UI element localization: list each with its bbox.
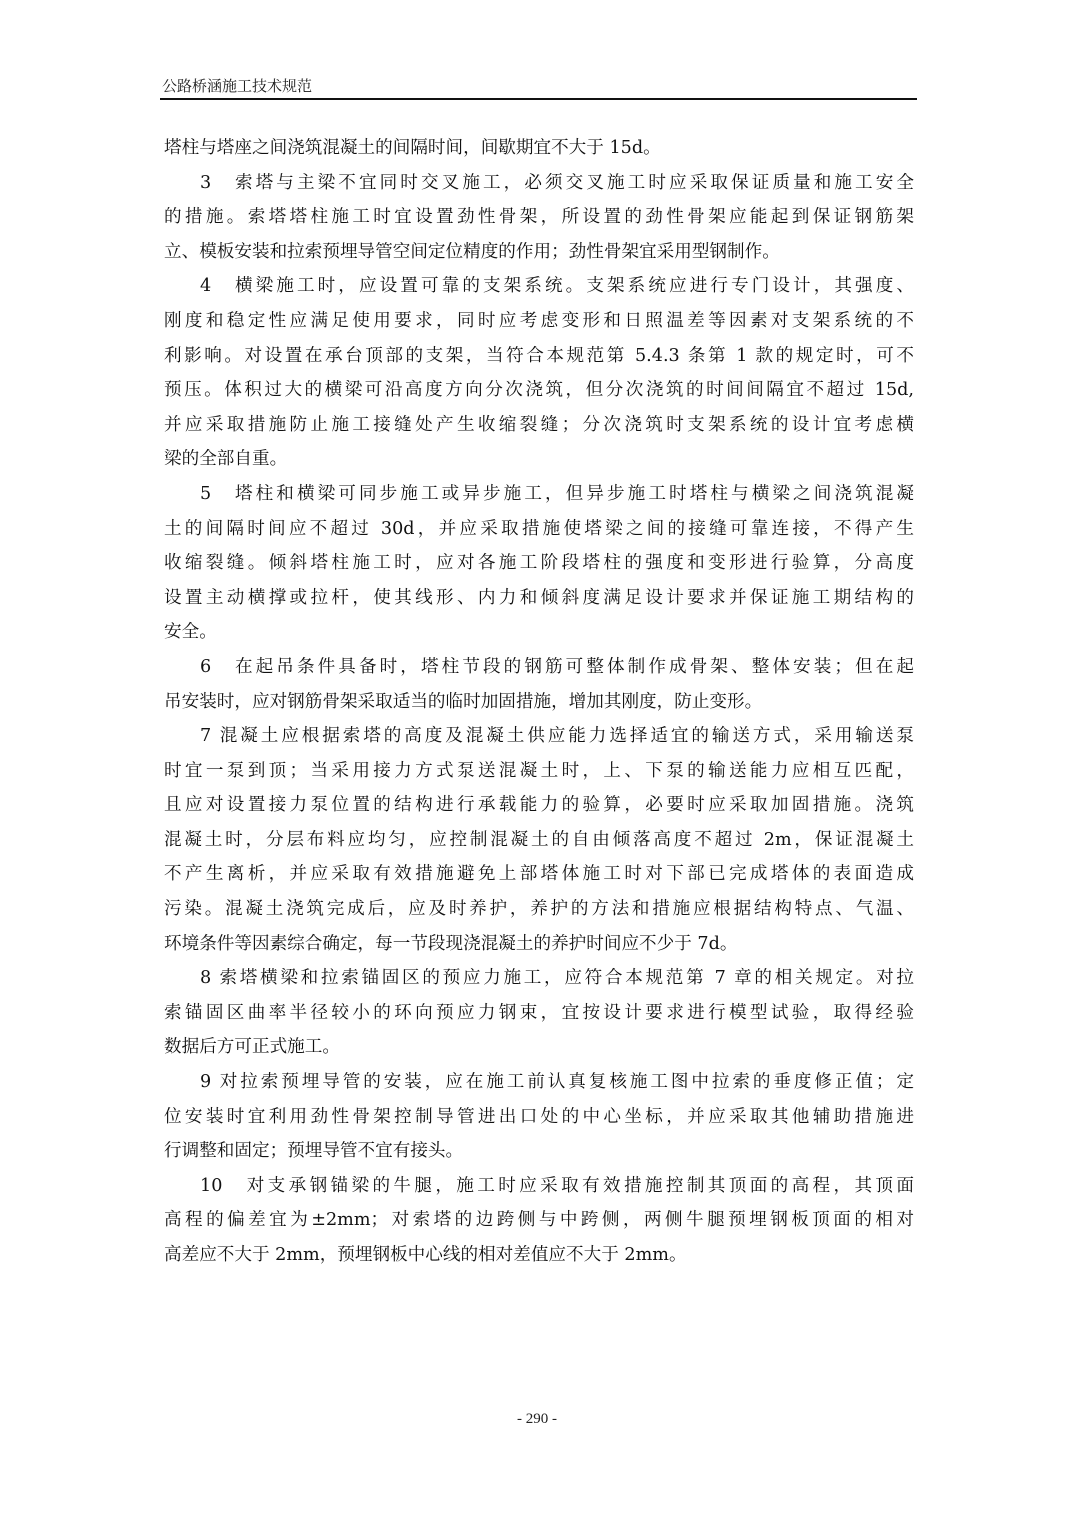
text-line: 5 塔柱和横梁可同步施工或异步施工，但异步施工时塔柱与横梁之间浇筑混凝 <box>200 483 914 504</box>
running-header: 公路桥涵施工技术规范 <box>162 77 313 95</box>
paragraph-item-6 <box>164 650 914 719</box>
text-line: 3 索塔与主梁不宜同时交叉施工，必须交叉施工时应采取保证质量和施工安全 <box>200 172 914 193</box>
text-line: 吊安装时，应对钢筋骨架采取适当的临时加固措施，增加其刚度，防止变形。 <box>164 691 763 712</box>
page-number: - 290 - <box>517 1411 557 1427</box>
header-rule <box>160 98 917 100</box>
text-line: 安全。 <box>164 622 217 643</box>
text-line: 高程的偏差宜为±2mm；对索塔的边跨侧与中跨侧，两侧牛腿预埋钢板顶面的相对 <box>164 1210 914 1231</box>
text-line: 数据后方可正式施工。 <box>164 1037 340 1058</box>
text-line: 预压。体积过大的横梁可沿高度方向分次浇筑，但分次浇筑的时间间隔宜不超过 15d, <box>164 380 914 401</box>
text-line: 梁的全部自重。 <box>164 449 288 470</box>
text-line: 6 在起吊条件具备时，塔柱节段的钢筋可整体制作成骨架、整体安装；但在起 <box>200 656 914 677</box>
paragraph-item-9 <box>164 1065 914 1169</box>
text-line: 4 横梁施工时，应设置可靠的支架系统。支架系统应进行专门设计，其强度、 <box>200 276 914 297</box>
paragraph-item-10 <box>164 1169 914 1273</box>
text-line: 土的间隔时间应不超过 30d，并应采取措施使塔梁之间的接缝可靠连接，不得产生 <box>164 518 914 539</box>
paragraph-continuation <box>164 131 914 166</box>
body-text <box>164 131 914 1273</box>
text-line: 环境条件等因素综合确定，每一节段现浇混凝土的养护时间应不少于 7d。 <box>164 933 738 954</box>
text-line: 设置主动横撑或拉杆，使其线形、内力和倾斜度满足设计要求并保证施工期结构的 <box>164 587 914 608</box>
paragraph-item-7 <box>164 719 914 961</box>
text-line: 塔柱与塔座之间浇筑混凝土的间隔时间，间歇期宜不大于 15d。 <box>164 138 661 158</box>
text-line: 污染。混凝土浇筑完成后，应及时养护，养护的方法和措施应根据结构特点、气温、 <box>164 899 914 920</box>
text-line: 收缩裂缝。倾斜塔柱施工时，应对各施工阶段塔柱的强度和变形进行验算，分高度 <box>164 553 914 574</box>
text-line: 混凝土时，分层布料应均匀，应控制混凝土的自由倾落高度不超过 2m，保证混凝土 <box>164 829 914 850</box>
text-line: 高差应不大于 2mm，预埋钢板中心线的相对差值应不大于 2mm。 <box>164 1245 687 1265</box>
text-line: 行调整和固定；预埋导管不宜有接头。 <box>164 1141 464 1162</box>
text-line: 索锚固区曲率半径较小的环向预应力钢束，宜按设计要求进行模型试验，取得经验 <box>164 1002 914 1023</box>
text-line: 7 混凝土应根据索塔的高度及混凝土供应能力选择适宜的输送方式，采用输送泵 <box>200 726 914 747</box>
text-line: 位安装时宜利用劲性骨架控制导管进出口处的中心坐标，并应采取其他辅助措施进 <box>164 1106 914 1127</box>
text-line: 利影响。对设置在承台顶部的支架，当符合本规范第 5.4.3 条第 1 款的规定时，可不 <box>164 345 914 366</box>
text-line: 且应对设置接力泵位置的结构进行承载能力的验算，必要时应采取加固措施。浇筑 <box>164 795 914 816</box>
text-line: 时宜一泵到顶；当采用接力方式泵送混凝土时，上、下泵的输送能力应相互匹配， <box>164 760 914 781</box>
text-line: 的措施。索塔塔柱施工时宜设置劲性骨架，所设置的劲性骨架应能起到保证钢筋架 <box>164 207 914 228</box>
paragraph-item-3 <box>164 166 914 270</box>
text-line: 不产生离析，并应采取有效措施避免上部塔体施工时对下部已完成塔体的表面造成 <box>164 864 914 885</box>
text-line: 8 索塔横梁和拉索锚固区的预应力施工，应符合本规范第 7 章的相关规定。对拉 <box>200 968 914 989</box>
text-line: 10 对支承钢锚梁的牛腿，施工时应采取有效措施控制其顶面的高程，其顶面 <box>200 1175 914 1196</box>
text-line: 9 对拉索预埋导管的安装，应在施工前认真复核施工图中拉索的垂度修正值；定 <box>200 1072 914 1093</box>
paragraph-item-5 <box>164 477 914 650</box>
paragraph-item-4 <box>164 269 914 477</box>
paragraph-item-8 <box>164 961 914 1065</box>
text-line: 立、模板安装和拉索预埋导管空间定位精度的作用；劲性骨架宜采用型钢制作。 <box>164 241 780 262</box>
text-line: 并应采取措施防止施工接缝处产生收缩裂缝；分次浇筑时支架系统的设计宜考虑横 <box>164 414 914 435</box>
text-line: 刚度和稳定性应满足使用要求，同时应考虑变形和日照温差等因素对支架系统的不 <box>164 310 914 331</box>
